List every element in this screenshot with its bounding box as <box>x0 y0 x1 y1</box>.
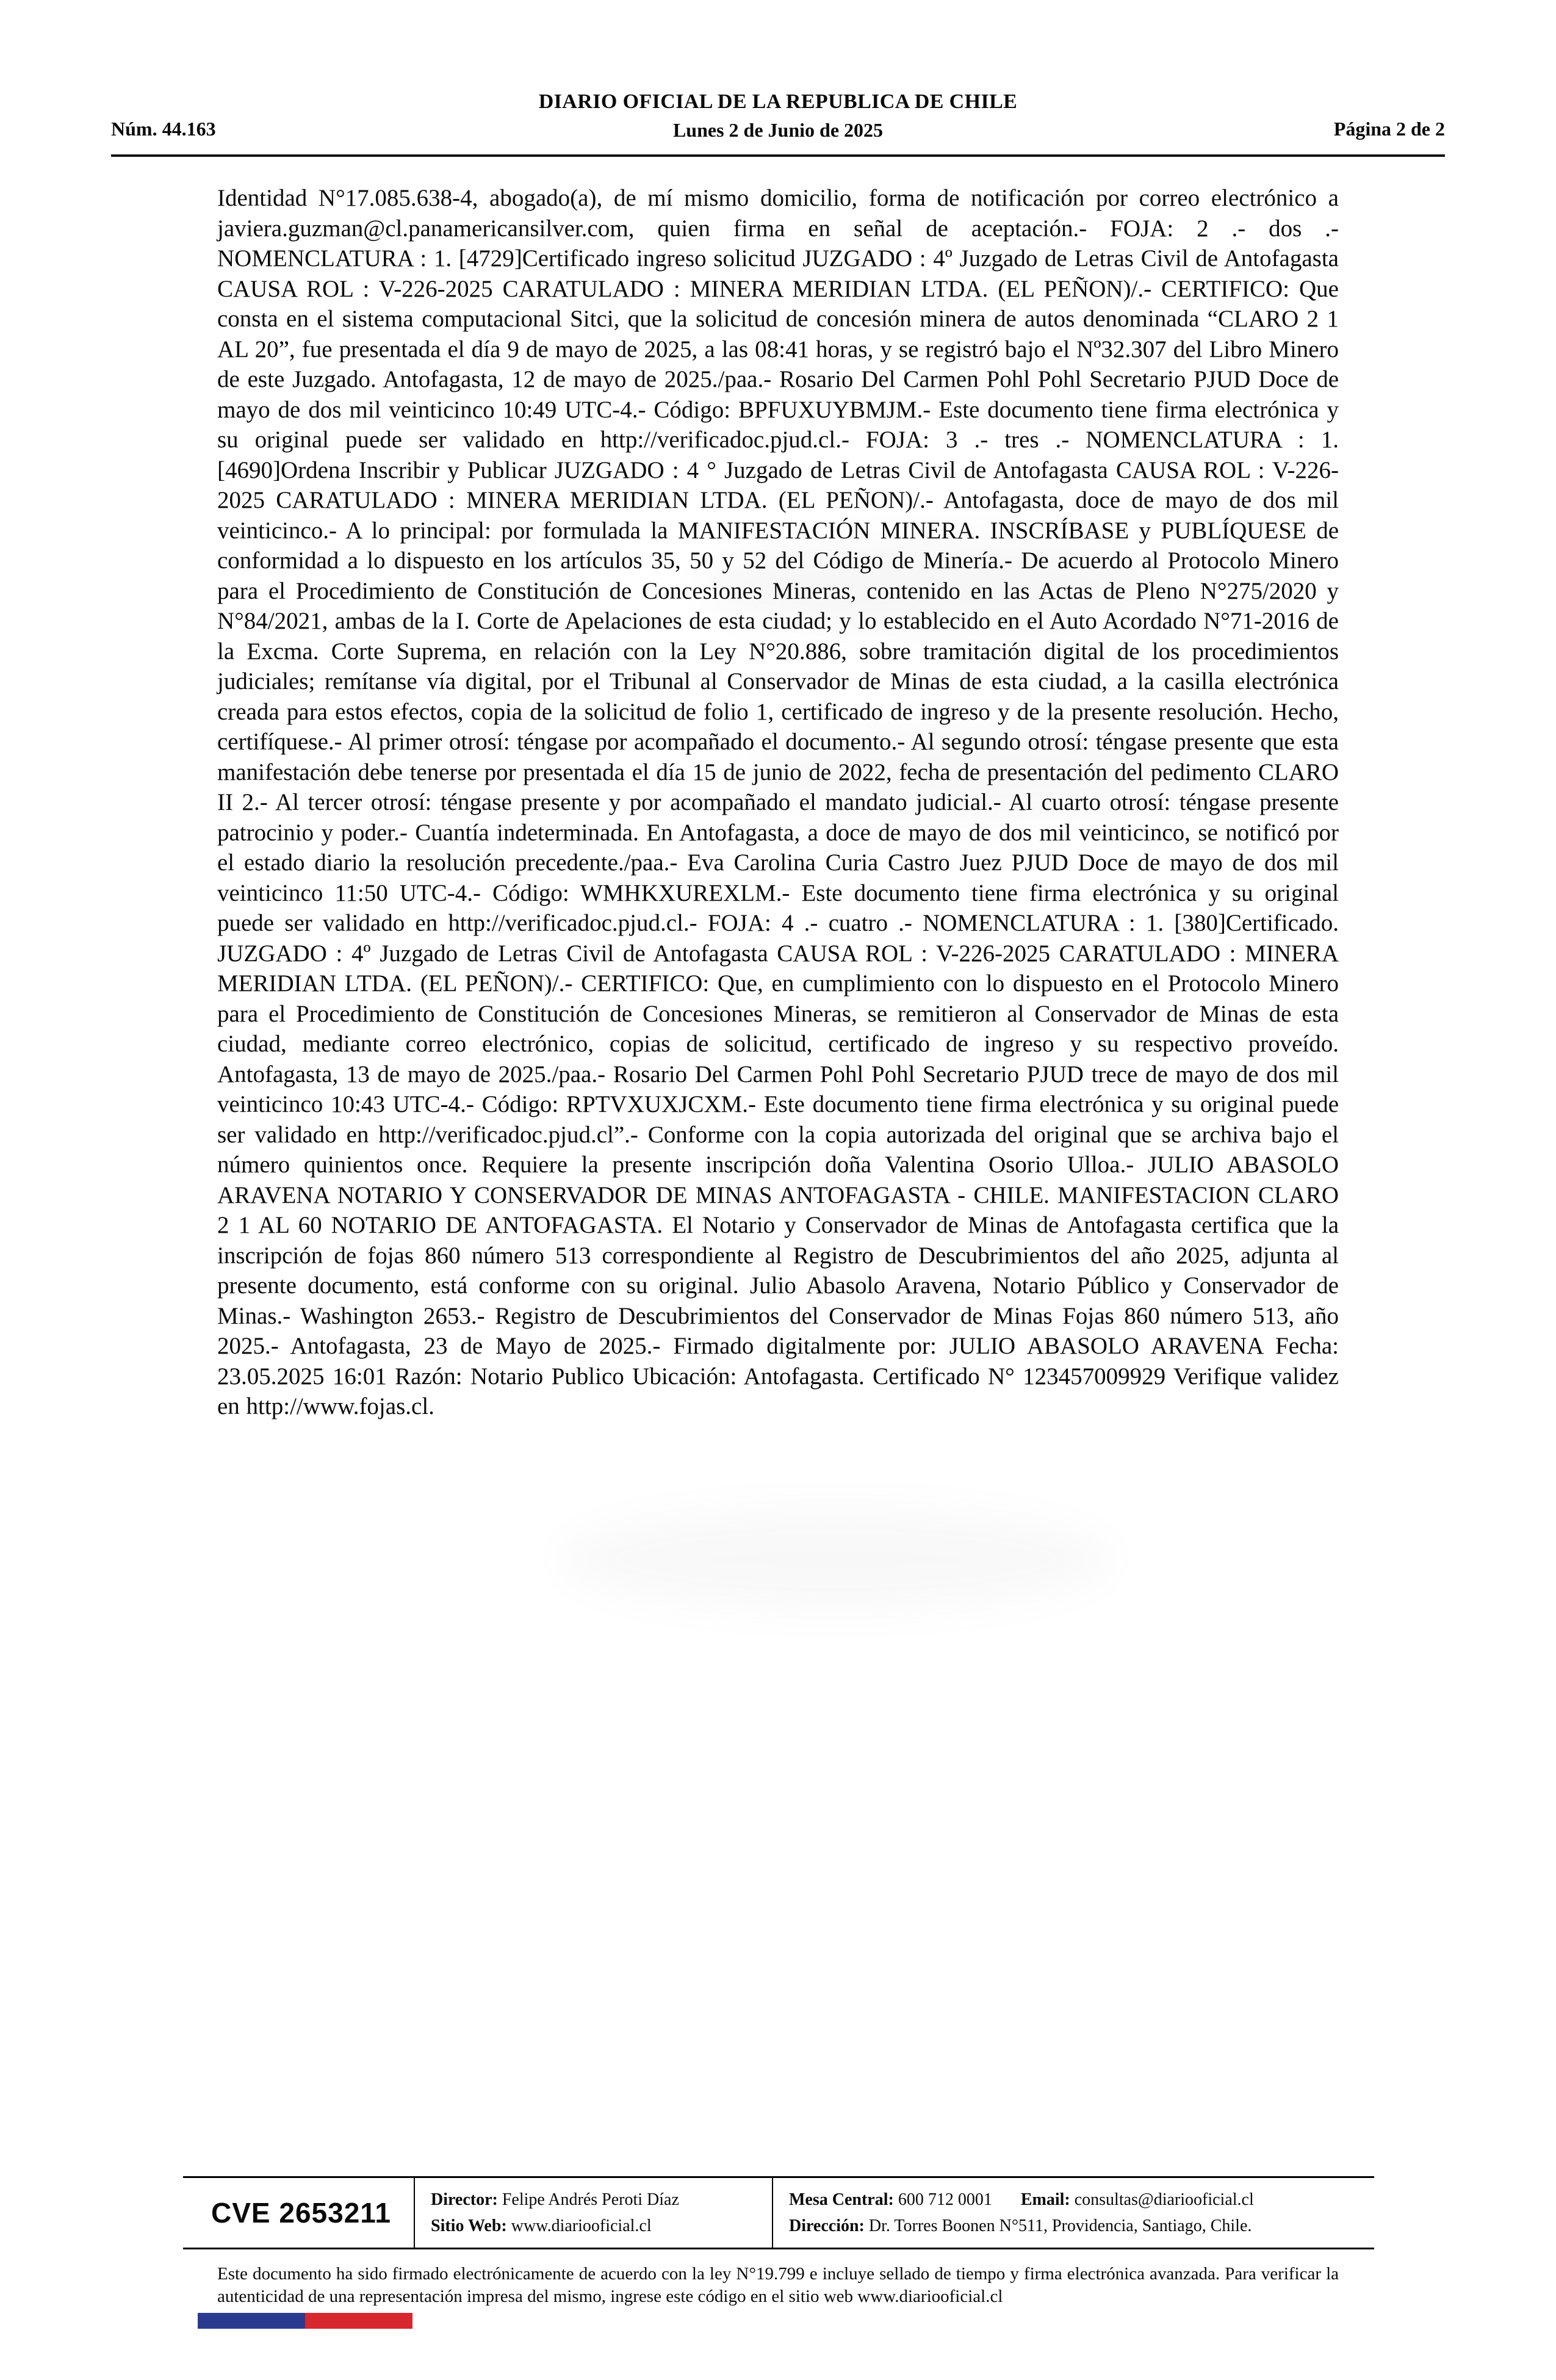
director-value: Felipe Andrés Peroti Díaz <box>502 2190 679 2209</box>
address-row <box>789 2216 1364 2237</box>
director-row <box>431 2190 762 2210</box>
scan-artifact <box>561 1507 1111 1611</box>
legal-notice-text: Identidad N°17.085.638-4, abogado(a), de mí mismo domicilio, forma de notificación por correo electrónico a javiera.guzman@cl.panamericansilver.com, quien firma en señal de aceptación.- FOJA: 2 .- dos .- NOMENCLATURA : 1. [4729]Certificado ingreso solicitud JUZGADO : 4º Juzgado de Letras Civil de Antofagasta CAUSA ROL : V-226-2025 CARATULADO : MINERA MERIDIAN LTDA. (EL PEÑON)/.- CERTIFICO: Que consta en el sistema computacional Sitci, que la solicitud de concesión minera de autos denominada “CLARO 2 1 AL 20”, fue presentada el día 9 de mayo de 2025, a las 08:41 horas, y se registró bajo el Nº32.307 del Libro Minero de este Juzgado. Antofagasta, 12 de mayo de 2025./paa.- Rosario Del Carmen Pohl Pohl Secretario PJUD Doce de mayo de dos mil veinticinco 10:49 UTC-4.- Código: BPFUXUYBMJM.- Este documento tiene firma electrónica y su original puede ser validado en http://verificadoc.pjud.cl.- FOJA: 3 .- tres .- NOMENCLATURA : 1. [4690]Ordena Inscribir y Publicar JUZGADO : 4 ° Juzgado de Letras Civil de Antofagasta CAUSA ROL : V-226-2025 CARATULADO : MINERA MERIDIAN LTDA. (EL PEÑON)/.- Antofagasta, doce de mayo de dos mil veinticinco.- A lo principal: por formulada la MANIFESTACIÓN MINERA. INSCRÍBASE y PUBLÍQUESE de conformidad a lo dispuesto en los artículos 35, 50 y 52 del Código de Minería.- De acuerdo al Protocolo Minero para el Procedimiento de Constitución de Concesiones Mineras, contenido en las Actas de Pleno N°275/2020 y N°84/2021, ambas de la I. Corte de Apelaciones de esta ciudad; y lo establecido en el Auto Acordado N°71-2016 de la Excma. Corte Suprema, en relación con la Ley N°20.886, sobre tramitación digital de los procedimientos judiciales; remítanse vía digital, por el Tribunal al Conservador de Minas de esta ciudad, a la casilla electrónica creada para estos efectos, copia de la solicitud de folio 1, certificado de ingreso y de la presente resolución. Hecho, certifíquese.- Al primer otrosí: téngase por acompañado el documento.- Al segundo otrosí: téngase presente que esta manifestación debe tenerse por presentada el día 15 de junio de 2022, fecha de presentación del pedimento CLARO II 2.- Al tercer otrosí: téngase presente y por acompañado el mandato judicial.- Al cuarto otrosí: téngase presente patrocinio y poder.- Cuantía indeterminada. En Antofagasta, a doce de mayo de dos mil veinticinco, se notificó por el estado diario la resolución precedente./paa.- Eva Carolina Curia Castro Juez PJUD Doce de mayo de dos mil veinticinco 11:50 UTC-4.- Código: WMHKXUREXLM.- Este documento tiene firma electrónica y su original puede ser validado en http://verificadoc.pjud.cl.- FOJA: 4 .- cuatro .- NOMENCLATURA : 1. [380]Certificado. JUZGADO : 4º Juzgado de Letras Civil de Antofagasta CAUSA ROL : V-226-2025 CARATULADO : MINERA MERIDIAN LTDA. (EL PEÑON)/.- CERTIFICO: Que, en cumplimiento con lo dispuesto en el Protocolo Minero para el Procedimiento de Constitución de Concesiones Mineras, se remitieron al Conservador de Minas de esta ciudad, mediante correo electrónico, copias de solicitud, certificado de ingreso y su respectivo proveído. Antofagasta, 13 de mayo de 2025./paa.- Rosario Del Carmen Pohl Pohl Secretario PJUD trece de mayo de dos mil veinticinco 10:43 UTC-4.- Código: RPTVXUXJCXM.- Este documento tiene firma electrónica y su original puede ser validado en http://verificadoc.pjud.cl”.- Conforme con la copia autorizada del original que se archiva bajo el número quinientos once. Requiere la presente inscripción doña Valentina Osorio Ulloa.- JULIO ABASOLO ARAVENA NOTARIO Y CONSERVADOR DE MINAS ANTOFAGASTA - CHILE. MANIFESTACION CLARO 2 1 AL 60 NOTARIO DE ANTOFAGASTA. El Notario y Conservador de Minas de Antofagasta certifica que la inscripción de fojas 860 número 513 correspondiente al Registro de Descubrimientos del año 2025, adjunta al presente documento, está conforme con su original. Julio Abasolo Aravena, Notario Público y Conservador de Minas.- Washington 2653.- Registro de Descubrimientos del Conservador de Minas Fojas 860 número 513, año 2025.- Antofagasta, 23 de Mayo de 2025.- Firmado digitalmente por: JULIO ABASOLO ARAVENA Fecha: 23.05.2025 16:01 Razón: Notario Publico Ubicación: Antofagasta. Certificado N° 123457009929 Verifique validez en http://www.fojas.cl. <box>217 185 1339 1419</box>
legal-disclaimer: Este documento ha sido firmado electrónicamente de acuerdo con la ley N°19.799 e incluye sellado de tiempo y firma electrónica avanzada. Para verificar la autenticidad de una representación impresa del mismo, ingrese este código en el sitio web www.diariooficial.cl <box>217 2264 1339 2306</box>
document-body <box>217 183 1339 1422</box>
masthead-center <box>312 90 1244 142</box>
publication-date: Lunes 2 de Junio de 2025 <box>672 119 884 141</box>
digital-signature-flag <box>198 2313 412 2329</box>
address-value: Dr. Torres Boonen N°511, Providencia, Santiago, Chile. <box>868 2216 1252 2235</box>
header-divider-rule <box>111 154 1445 157</box>
flag-red-segment <box>305 2313 412 2329</box>
cve-code: CVE 2653211 <box>211 2197 391 2229</box>
email-label: Email: <box>1020 2190 1070 2209</box>
website-label: Sitio Web: <box>431 2216 507 2235</box>
director-label: Director: <box>431 2190 498 2209</box>
footer-director-column <box>414 2178 772 2248</box>
publication-title: DIARIO OFICIAL DE LA REPUBLICA DE CHILE <box>538 90 1018 113</box>
mesa-central-label: Mesa Central: <box>789 2190 894 2209</box>
footer-info-box <box>183 2176 1374 2249</box>
address-label: Dirección: <box>789 2216 865 2235</box>
phone-email-row <box>789 2190 1364 2210</box>
email-value: consultas@diariooficial.cl <box>1074 2190 1254 2209</box>
website-value: www.diariooficial.cl <box>511 2216 652 2235</box>
page-indicator: Página 2 de 2 <box>1333 118 1445 140</box>
page-header <box>111 90 1445 142</box>
issue-number: Núm. 44.163 <box>111 118 216 140</box>
flag-blue-segment <box>198 2313 305 2329</box>
website-row <box>431 2216 762 2237</box>
mesa-central-value: 600 712 0001 <box>898 2190 992 2209</box>
footer-contact-column <box>772 2178 1374 2248</box>
